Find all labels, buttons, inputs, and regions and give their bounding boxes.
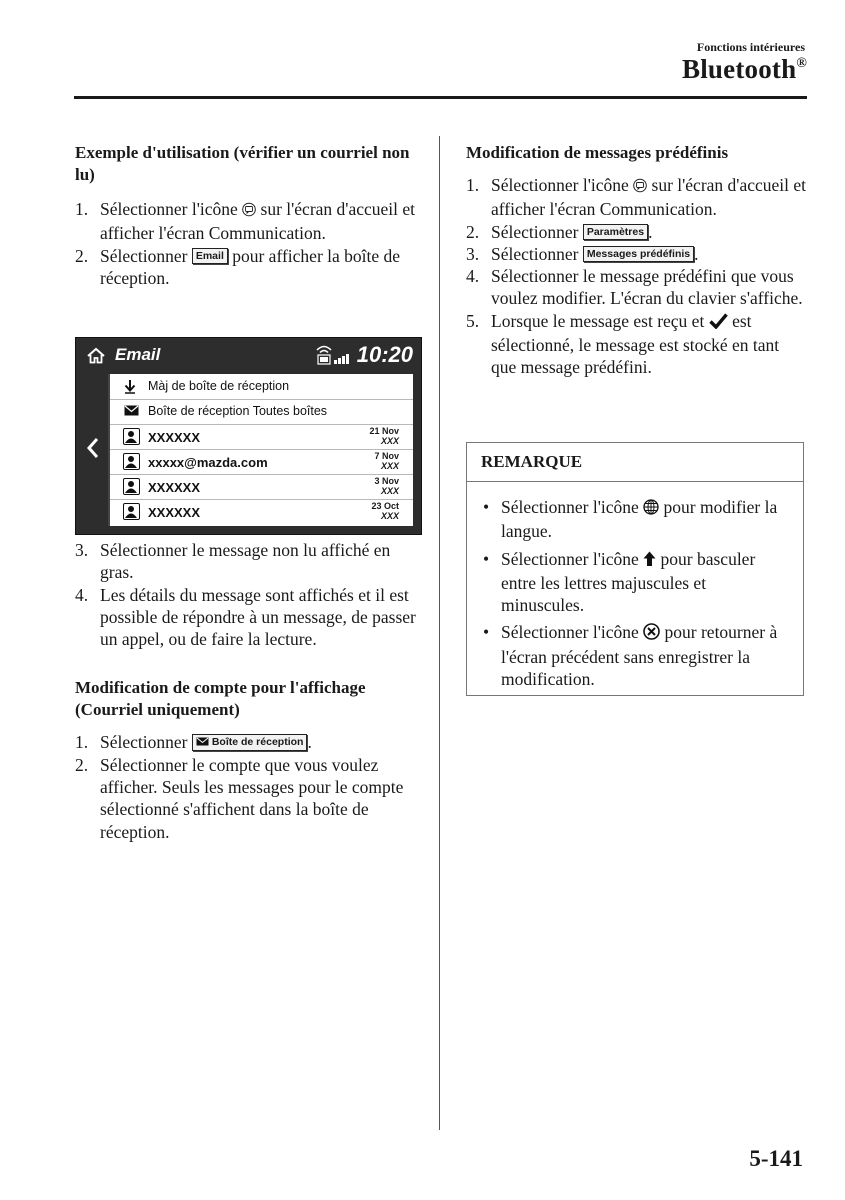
screen-title: Email [115,345,161,364]
step-item: 4. Les détails du message sont affichés et il est possible de répondre à un message, de passer un appel, ou de faire la lecture. [75,584,416,650]
step-item: 1. Sélectionner Boîte de réception . [75,732,312,753]
running-header-section: Fonctions intérieures [696,40,805,54]
back-chevron-icon[interactable] [86,436,100,465]
contact-icon [123,453,140,470]
communication-icon [242,200,256,222]
step-item: 1. Sélectionner l'icône sur l'écran d'accueil et afficher l'écran Communication. [466,175,806,220]
envelope-icon [124,405,139,419]
running-header-title: Bluetooth® [682,54,807,84]
contact-icon [123,503,140,520]
email-button[interactable]: Email [192,248,228,264]
screen-top-bar [76,338,421,374]
step-item: 4. Sélectionner le message prédéfini que vous voulez modifier. L'écran du clavier s'affiche. [466,266,803,309]
remark-item: • Sélectionner l'icône pour basculer entre les lettres majuscules et minuscules. [483,548,756,616]
list-item-inbox[interactable]: Boîte de réception Toutes boîtes [110,399,413,425]
section-heading-account: Modification de compte pour l'affichage (Courriel uniquement) [75,678,366,720]
remark-item: • Sélectionner l'icône pour retourner à l'écran précédent sans enregistrer la modification. [483,622,778,690]
step-item: 3. Sélectionner Messages prédéfinis . [466,243,699,264]
remark-list [467,482,803,690]
email-list [108,374,413,526]
contact-icon [123,428,140,445]
step-item: 2. Sélectionner le compte que vous voulez afficher. Seuls les messages pour le compte sélectionné s'affichent dans la boîte de réception. [75,754,404,842]
remark-box [466,442,804,696]
remark-title: REMARQUE [467,443,803,482]
predefined-messages-button[interactable]: Messages prédéfinis [583,246,694,262]
list-item-refresh[interactable]: Màj de boîte de réception [110,374,413,400]
section-heading-predefined: Modification de messages prédéfinis [466,143,729,162]
shift-arrow-icon [643,550,656,572]
left-column-continued [75,539,420,843]
step-item: 1. Sélectionner l'icône sur l'écran d'accueil et afficher l'écran Communication. [75,199,415,244]
remark-item: • Sélectionner l'icône pour modifier la langue. [483,497,778,542]
globe-icon [643,498,659,520]
email-screen-figure [75,337,422,535]
left-column [75,142,420,289]
steps-list-example [75,198,420,289]
section-heading-example: Exemple d'utilisation (vérifier un courriel non lu) [75,143,410,184]
contact-icon [123,478,140,495]
right-column [466,142,806,379]
screen-clock: 10:20 [356,342,413,367]
list-item-message[interactable]: XXXXXX 23 Oct XXX [110,499,413,524]
communication-icon [633,176,647,198]
envelope-icon [196,737,209,750]
download-arrow-icon [124,380,136,397]
header-rule [74,96,807,99]
steps-list-predefined [466,174,806,379]
step-item: 2. Sélectionner Email pour afficher la boîte de réception. [75,245,401,288]
steps-list-account [75,731,420,842]
home-icon[interactable] [86,347,106,369]
column-divider [439,136,440,1130]
settings-button[interactable]: Paramètres [583,224,648,240]
step-item: 5. Lorsque le message est reçu et est sélectionné, le message est stocké en tant que message prédéfini. [466,310,780,378]
list-item-message[interactable]: XXXXXX 21 Nov XXX [110,424,413,450]
list-item-message[interactable]: xxxxx@mazda.com 7 Nov XXX [110,449,413,475]
step-item: 3. Sélectionner le message non lu affiché en gras. [75,540,391,583]
steps-list-example-continued [75,539,420,650]
signal-icon [315,344,351,371]
list-item-message[interactable]: XXXXXX 3 Nov XXX [110,474,413,500]
step-item: 2. Sélectionner Paramètres . [466,221,653,242]
page-number: 5-141 [749,1146,803,1171]
inbox-button[interactable]: Boîte de réception [192,734,308,751]
cancel-icon [643,623,660,645]
checkmark-icon [709,312,728,334]
